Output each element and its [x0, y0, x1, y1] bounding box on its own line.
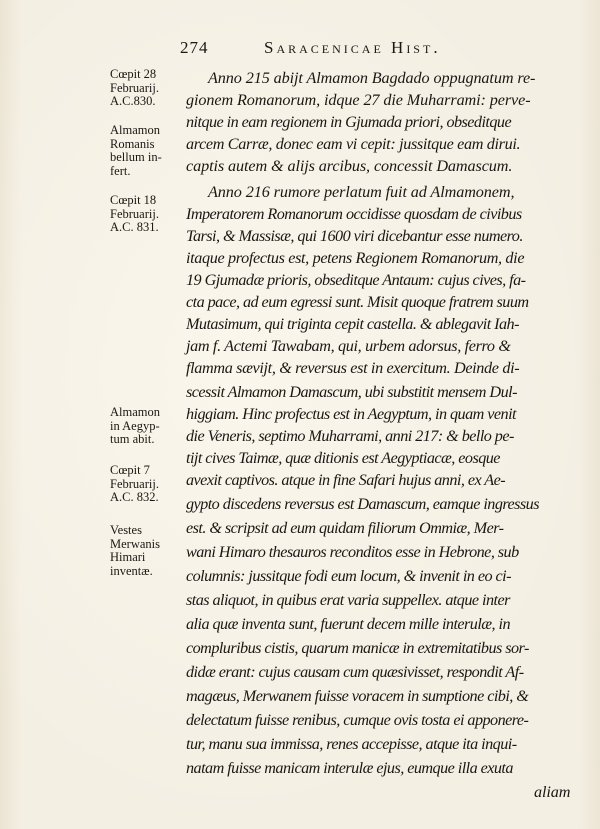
text-line: wani Himaro thesauros reconditos esse in Hebrone, sub: [186, 543, 519, 561]
text-line: gypto discedens reversus est Damascum, eamque ingressus: [186, 495, 539, 513]
margin-note: [110, 524, 186, 578]
margin-note-line: Cœpit 18: [110, 193, 157, 207]
text-line: magæus, Merwanem fuisse voracem in sumptione cibi, &: [186, 687, 529, 705]
text-line: itaque profectus est, petens Regionem Romanorum, die: [186, 249, 525, 267]
page-header: [180, 38, 580, 62]
margin-note-line: inventæ.: [110, 563, 153, 578]
catchword: aliam: [534, 783, 571, 801]
margin-note-line: Romanis: [110, 136, 155, 151]
text-line: gionem Romanorum, idque 27 die Muharrami: perve-: [186, 91, 531, 109]
text-line: tijt cives Taimæ, quæ ditionis est Aegyptiacæ, eosque: [186, 449, 500, 467]
text-line: est. & scripsit ad eum quidam filiorum Ommiæ, Mer-: [186, 519, 504, 537]
text-line: tur, manu sua immissa, renes accepisse, atque ita inqui-: [186, 735, 517, 753]
text-line: compluribus cistis, quarum manicæ in extremitatibus sor-: [186, 639, 529, 657]
margin-note-line: tum abit.: [110, 432, 155, 446]
margin-note: [110, 406, 186, 447]
margin-note-line: A.C. 831.: [110, 220, 159, 234]
margin-note: [110, 464, 186, 505]
text-line: higgiam. Hinc profectus est in Aegyptum, in quam venit: [186, 405, 516, 423]
text-line: Imperatorem Romanorum occidisse quosdam de civibus: [186, 205, 522, 223]
text-line: die Veneris, septimo Muharrami, anni 217: & bello pe-: [186, 427, 514, 445]
text-line: Mutasimum, qui triginta cepit castella. & ablegavit Iah-: [186, 315, 519, 333]
margin-note-line: Vestes: [110, 523, 142, 537]
running-title: Saracenicae Hist.: [264, 38, 441, 57]
margin-note-line: Februarij.: [110, 206, 159, 221]
text-line: Tarsi, & Massisæ, qui 1600 viri dicebantur esse numero.: [186, 227, 523, 245]
text-line: didæ erant: cujus causam cum quæsivisset, respondit Af-: [186, 663, 524, 681]
margin-note-line: Himari: [110, 550, 146, 564]
text-line: avexit captivos. atque in fine Safari hujus anni, ex Ae-: [186, 471, 506, 489]
margin-note-line: bellum in-: [110, 150, 162, 164]
text-line: jam f. Actemi Tawabam, qui, urbem adorsus, ferro &: [186, 337, 511, 355]
margin-notes: [110, 68, 182, 608]
margin-note: [110, 68, 186, 109]
margin-note-line: A.C.830.: [110, 94, 156, 108]
body-text: [186, 67, 596, 807]
margin-note-line: Februarij.: [110, 80, 159, 95]
text-line: captis autem & alijs arcibus, concessit Damascum.: [186, 157, 513, 175]
text-line: 19 Gjumadæ prioris, obseditque Antaum: cujus cives, fa-: [186, 271, 526, 289]
margin-note-line: A.C. 832.: [110, 490, 159, 504]
text-line: scessit Almamon Damascum, ubi substitit mensem Dul-: [186, 383, 517, 401]
text-line: columnis: jussitque fodi eum locum, & invenit in eo ci-: [186, 567, 511, 585]
margin-note-line: Almamon: [110, 123, 160, 137]
text-line: flamma sævijt, & reversus est in exercitum. Deinde di-: [186, 359, 520, 377]
margin-note-line: Almamon: [110, 405, 160, 419]
margin-note: [110, 124, 186, 178]
margin-note-line: Cœpit 28: [110, 67, 157, 81]
text-line: alia quæ inventa sunt, fuerunt decem mille interulæ, in: [186, 615, 511, 633]
margin-note-line: Merwanis: [110, 536, 160, 551]
text-line: delectatum fuisse renibus, cumque ovis tosta ei apponere-: [186, 711, 529, 729]
margin-note-line: in Aegyp-: [110, 418, 160, 433]
margin-note-line: Cœpit 7: [110, 463, 150, 477]
text-line: cta pace, ad eum egressi sunt. Misit quoque fratrem suum: [186, 293, 529, 311]
text-line: arcem Carræ, donec eam vi cepit: jussitque eam dirui.: [186, 135, 521, 153]
text-line: Anno 215 abijt Almamon Bagdado oppugnatum re-: [208, 69, 536, 87]
margin-note: [110, 194, 186, 235]
text-line: stas aliquot, in quibus erat varia suppellex. atque inter: [186, 591, 510, 609]
text-line: Anno 216 rumore perlatum fuit ad Almamonem,: [208, 183, 515, 201]
margin-note-line: fert.: [110, 163, 131, 178]
margin-note-line: Februarij.: [110, 476, 159, 491]
page-number: 274: [180, 38, 209, 57]
text-line: nitque in eam regionem in Gjumada priori, obseditque: [186, 113, 512, 131]
text-line: natam fuisse manicam interulæ ejus, eumque illa exuta: [186, 759, 513, 777]
